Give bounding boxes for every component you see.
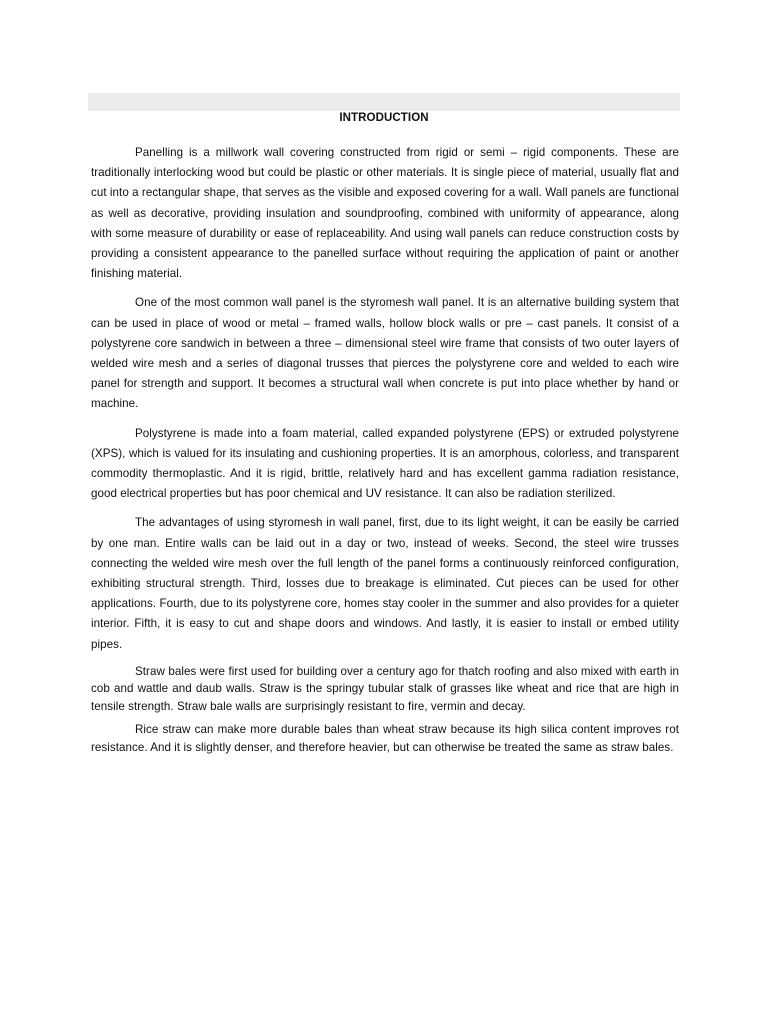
paragraph-advantages: The advantages of using styromesh in wall panel, first, due to its light weight, it can be easily be carried by one man. Entire walls can be laid out in a day or two, instead of weeks. Second, the steel wire trusses connecting the welded wire mesh over the full length of the panel forms a continuously reinforced configuration, exhibiting structural strength. Third, losses due to breakage is eliminated. Cut pieces can be used for other applications. Fourth, due to its polystyrene core, homes stay cooler in the summer and also provides for a quieter interior. Fifth, it is easy to cut and shape doors and windows. And lastly, it is easier to install or embed utility pipes. [91, 516, 679, 651]
paragraph-straw-bales: Straw bales were first used for building over a century ago for thatch roofing and also mixed with earth in cob and wattle and daub walls. Straw is the springy tubular stalk of grasses like wheat and rice that are high in tensile strength. Straw bale walls are surprisingly resistant to fire, vermin and decay. [91, 664, 679, 713]
paragraph-rice-straw: Rice straw can make more durable bales than wheat straw because its high silica content improves rot resistance. And it is slightly denser, and therefore heavier, but can otherwise be treated the same as straw bales. [91, 723, 679, 754]
paragraph-panelling: Panelling is a millwork wall covering constructed from rigid or semi – rigid components. These are traditionally interlocking wood but could be plastic or other materials. It is single piece of material, usually flat and cut into a rectangular shape, that serves as the visible and exposed covering for a wall. Wall panels are functional as well as decorative, providing insulation and soundproofing, combined with uniformity of appearance, along with some measure of durability or ease of replaceability. And using wall panels can reduce construction costs by providing a consistent appearance to the panelled surface without requiring the application of paint or another finishing material. [91, 146, 679, 281]
document-body [91, 143, 679, 756]
header-band [88, 93, 680, 111]
paragraph-styromesh: One of the most common wall panel is the styromesh wall panel. It is an alternative building system that can be used in place of wood or metal – framed walls, hollow block walls or pre – cast panels. It consist of a polystyrene core sandwich in between a three – dimensional steel wire frame that consists of two outer layers of welded wire mesh and a series of diagonal trusses that pierces the polystyrene core and welded to each wire panel for strength and support. It becomes a structural wall when concrete is put into place whether by hand or machine. [91, 296, 679, 411]
page-title: INTRODUCTION [339, 112, 429, 124]
paragraph-polystyrene: Polystyrene is made into a foam material, called expanded polystyrene (EPS) or extruded polystyrene (XPS), which is valued for its insulating and cushioning properties. It is an amorphous, colorless, and transparent commodity thermoplastic. And it is rigid, brittle, relatively hard and has excellent gamma radiation resistance, good electrical properties but has poor chemical and UV resistance. It can also be radiation sterilized. [91, 426, 679, 501]
